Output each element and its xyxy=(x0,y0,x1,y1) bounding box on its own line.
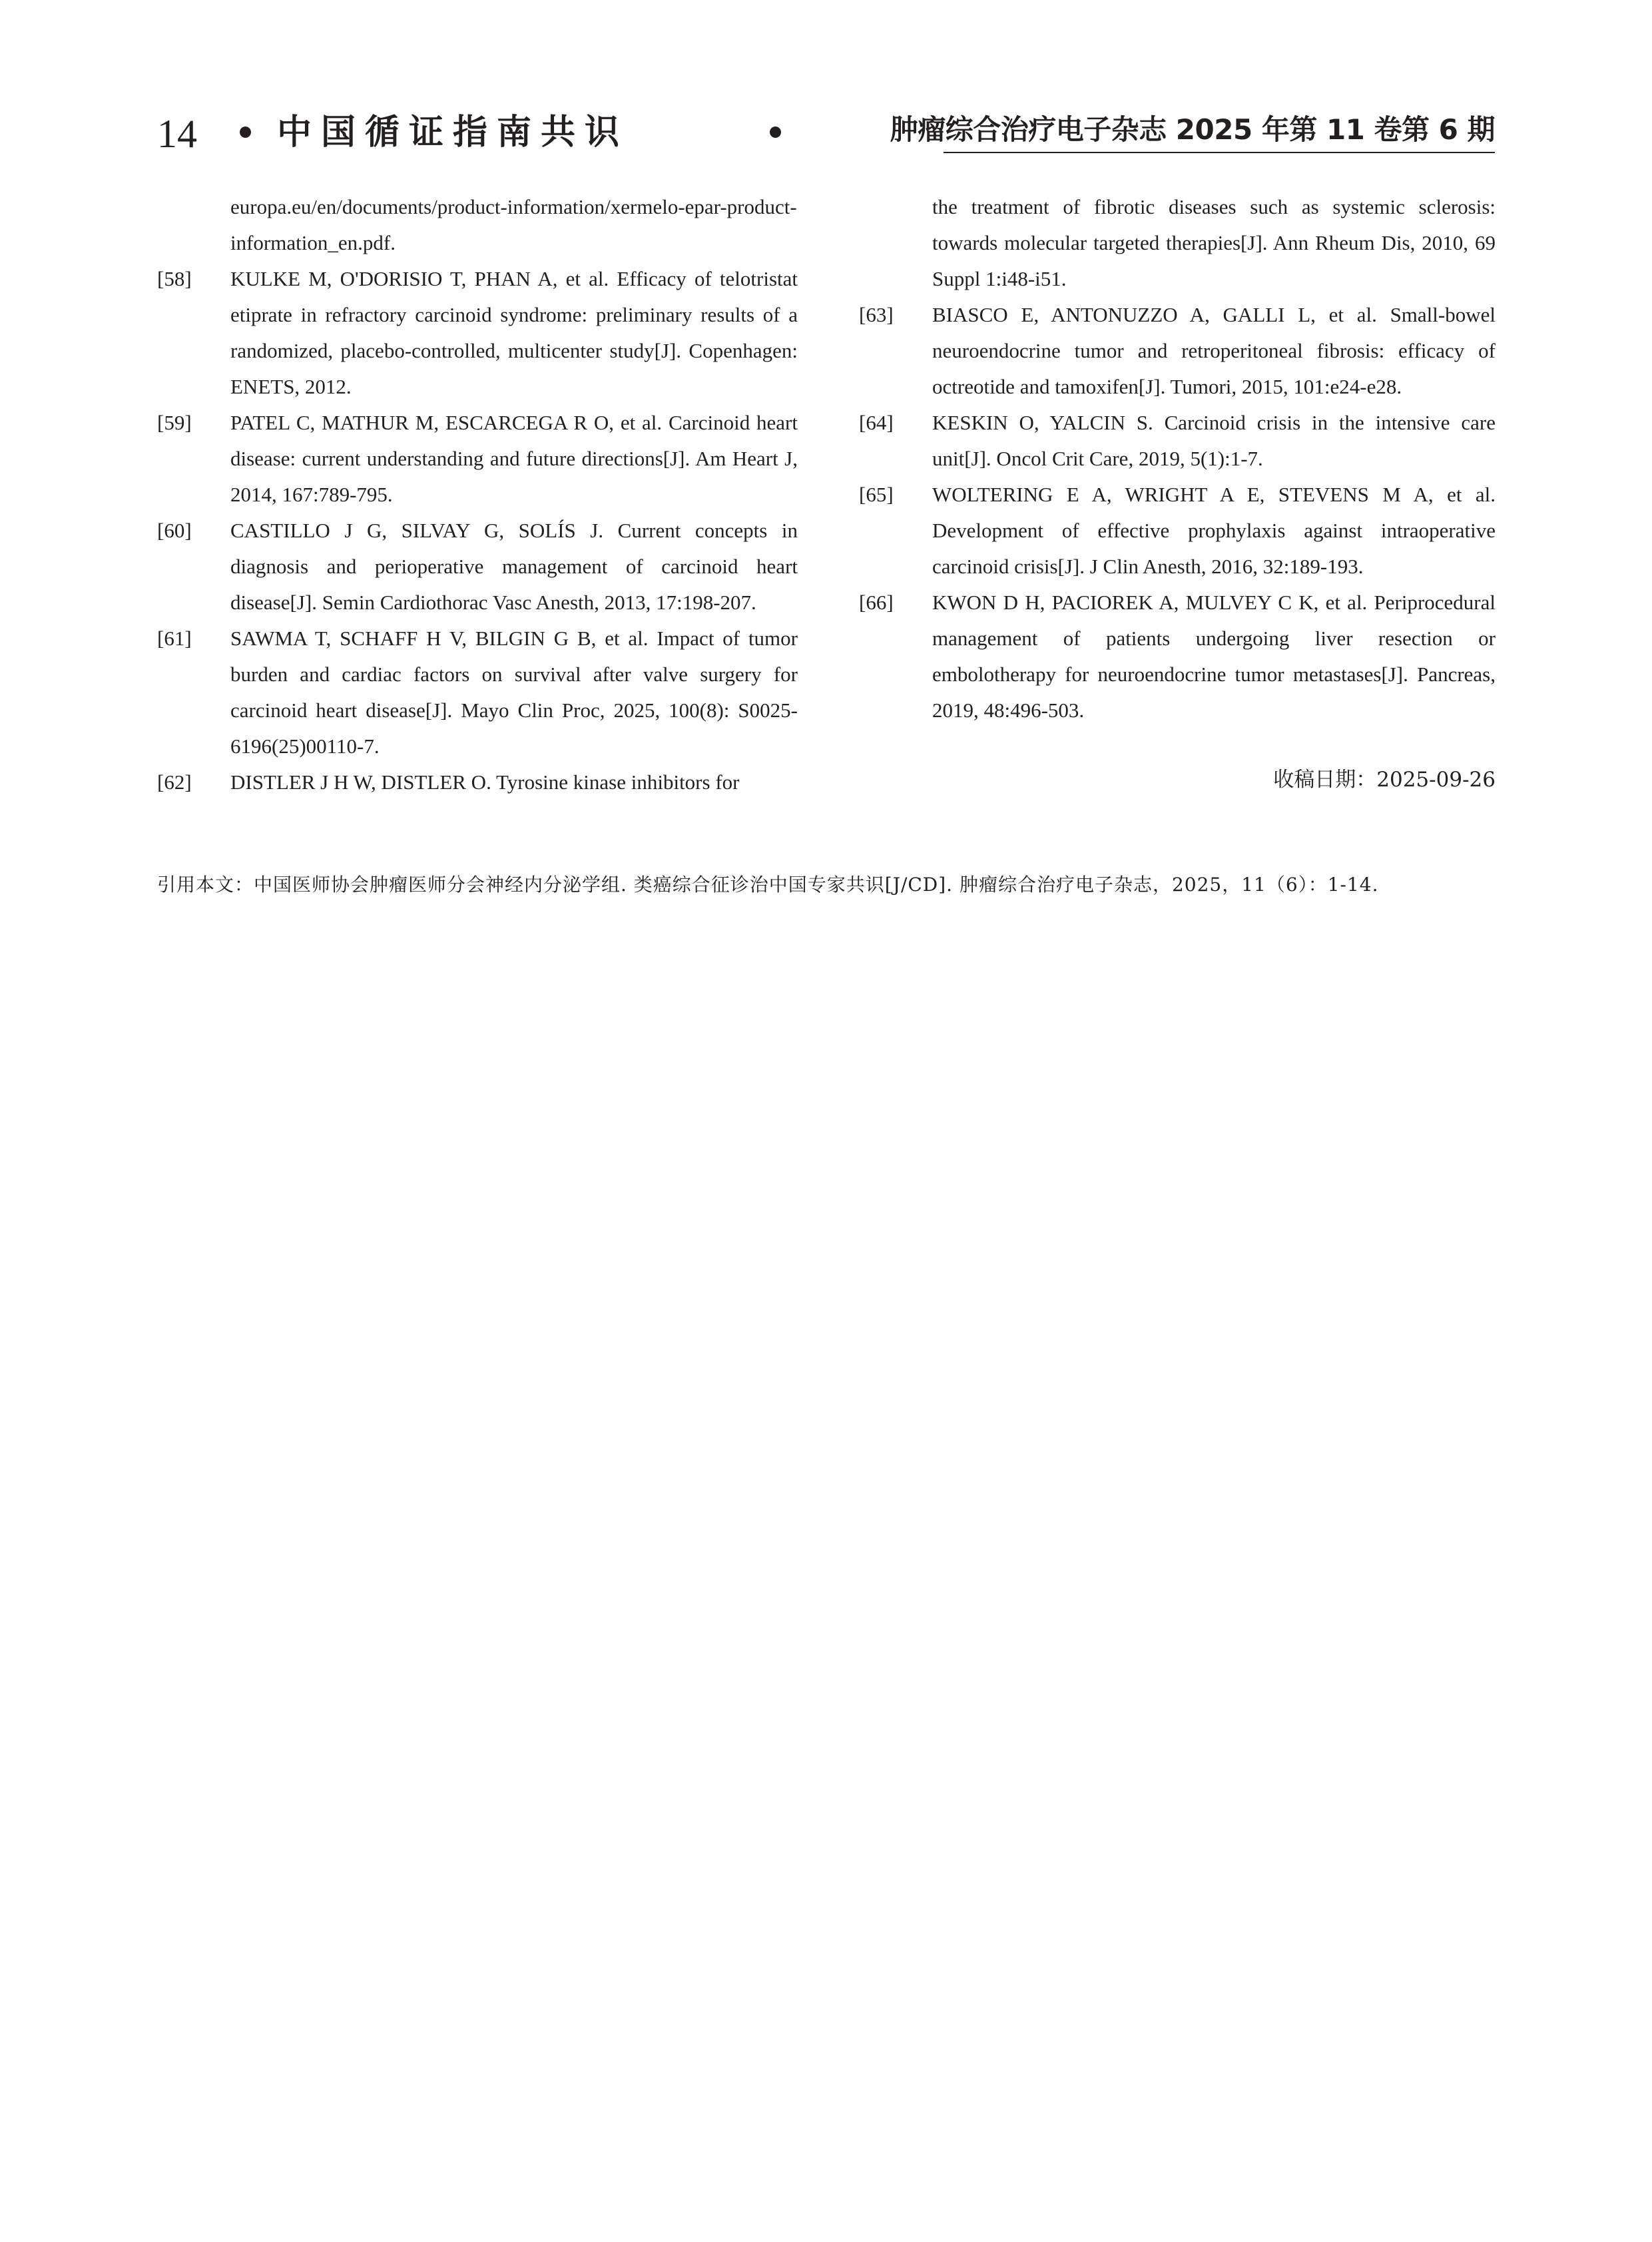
reference-item xyxy=(157,764,798,800)
reference-item xyxy=(157,513,798,621)
reference-item xyxy=(859,585,1496,728)
reference-text: KWON D H, PACIOREK A, MULVEY C K, et al. Periprocedural management of patients undergoing liver resection or embolotherapy for neuroendocrine tumor metastases[J]. Pancreas, 2019, 48:496-503. xyxy=(932,591,1496,722)
reference-text: DISTLER J H W, DISTLER O. Tyrosine kinase inhibitors for xyxy=(230,770,740,794)
reference-text: KESKIN O, YALCIN S. Carcinoid crisis in the intensive care unit[J]. Oncol Crit Care, 2019, 5(1):1-7. xyxy=(932,411,1496,470)
journal-title: 肿瘤综合治疗电子杂志 2025 年第 11 卷第 6 期 xyxy=(890,113,1495,146)
reference-text: KULKE M, O'DORISIO T, PHAN A, et al. Efficacy of telotristat etiprate in refractory carcinoid syndrome: preliminary results of a randomized, placebo-controlled, multicenter study[J]. Copenhagen: ENETS, 2012. xyxy=(230,267,798,398)
section-title: 中国循证指南共识 xyxy=(277,113,629,152)
reference-text: CASTILLO J G, SILVAY G, SOLÍS J. Current concepts in diagnosis and perioperative management of carcinoid heart disease[J]. Semin Cardiothorac Vasc Anesth, 2013, 17:198-207. xyxy=(230,519,798,614)
header-rule xyxy=(944,152,1495,153)
page-header xyxy=(157,107,1495,160)
left-column xyxy=(157,189,798,800)
bullet-icon xyxy=(770,127,781,138)
reference-number: [64] xyxy=(859,411,894,434)
reference-continuation: europa.eu/en/documents/product-information/xermelo-epar-product-information_en.pdf. xyxy=(230,195,797,254)
reference-text: SAWMA T, SCHAFF H V, BILGIN G B, et al. Impact of tumor burden and cardiac factors on survival after valve surgery for carcinoid heart disease[J]. Mayo Clin Proc, 2025, 100(8): S0025-6196(25)00110-7. xyxy=(230,627,798,758)
reference-text: PATEL C, MATHUR M, ESCARCEGA R O, et al. Carcinoid heart disease: current understanding and future directions[J]. Am Heart J, 2014, 167:789-795. xyxy=(230,411,798,506)
reference-number: [62] xyxy=(157,770,192,794)
reference-number: [59] xyxy=(157,411,192,434)
reference-item xyxy=(859,405,1496,477)
reference-number: [65] xyxy=(859,483,894,506)
reference-number: [61] xyxy=(157,627,192,650)
citation-line: 引用本文：中国医师协会肿瘤医师分会神经内分泌学组. 类癌综合征诊治中国专家共识[J/CD]. 肿瘤综合治疗电子杂志，2025，11（6）：1-14. xyxy=(157,874,1379,896)
page-number: 14 xyxy=(157,112,197,156)
received-date: 收稿日期：2025-09-26 xyxy=(1273,768,1496,792)
reference-item xyxy=(157,621,798,764)
reference-continuation: the treatment of fibrotic diseases such as systemic sclerosis: towards molecular targeted therapies[J]. Ann Rheum Dis, 2010, 69 Suppl 1:i48-i51. xyxy=(932,195,1496,290)
reference-item xyxy=(859,297,1496,405)
reference-number: [60] xyxy=(157,519,192,542)
reference-item xyxy=(859,477,1496,585)
reference-item xyxy=(157,261,798,405)
right-column xyxy=(859,189,1496,728)
bullet-icon xyxy=(240,127,251,138)
reference-number: [58] xyxy=(157,267,192,290)
reference-text: WOLTERING E A, WRIGHT A E, STEVENS M A, et al. Development of effective prophylaxis against intraoperative carcinoid crisis[J]. J Clin Anesth, 2016, 32:189-193. xyxy=(932,483,1496,578)
reference-text: BIASCO E, ANTONUZZO A, GALLI L, et al. Small-bowel neuroendocrine tumor and retroperitoneal fibrosis: efficacy of octreotide and tamoxifen[J]. Tumori, 2015, 101:e24-e28. xyxy=(932,303,1496,398)
reference-number: [63] xyxy=(859,303,894,326)
reference-item xyxy=(157,405,798,513)
reference-number: [66] xyxy=(859,591,894,614)
